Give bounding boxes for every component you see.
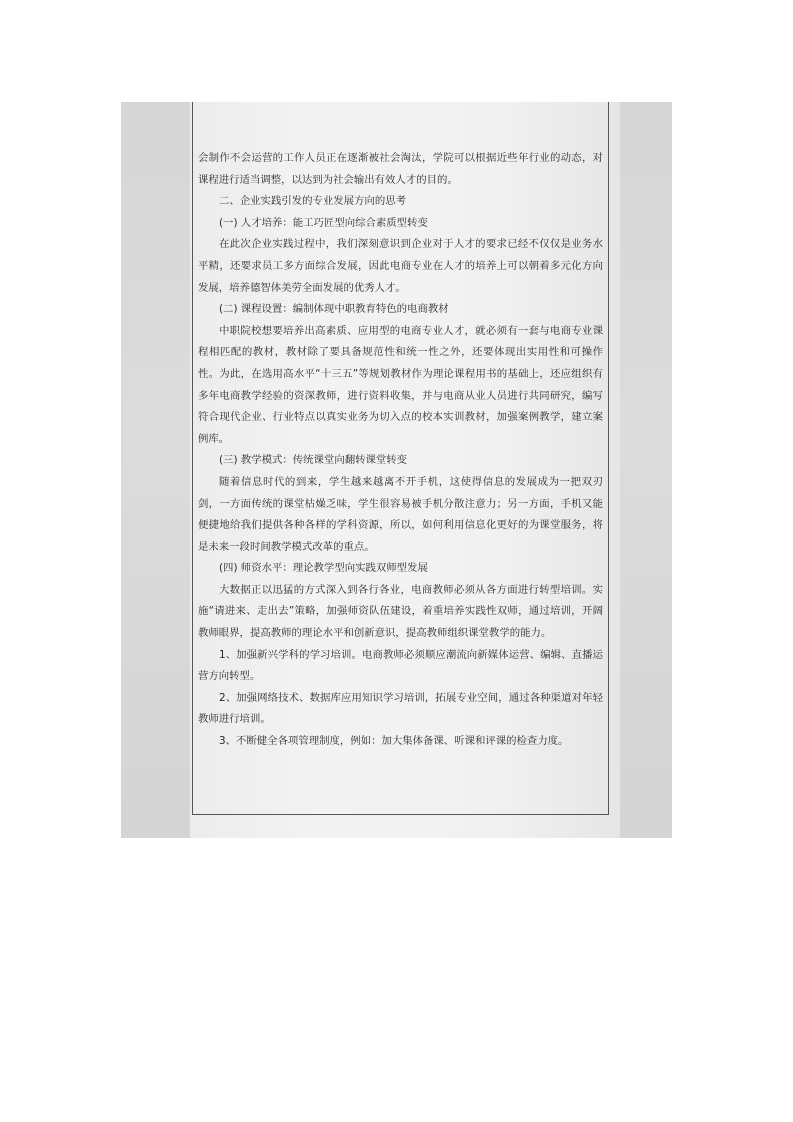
paragraph-teaching-mode: 随着信息时代的到来，学生越来越离不开手机，这使得信息的发展成为一把双刃剑，一方面传统的课堂枯燥乏味，学生很容易被手机分散注意力；另一方面，手机又能便捷地给我们提供各种各样的学科资源，所以，如何利用信息化更好的为课堂服务，将是未来一段时间教学模式改革的重点。 — [198, 475, 603, 553]
section-heading-2: 二、企业实践引发的专业发展方向的思考 — [219, 195, 407, 208]
paragraph-curriculum: 中职院校想要培养出高素质、应用型的电商专业人才，就必须有一套与电商专业课程相匹配的教材，教材除了要具备规范性和统一性之外，还要体现出实用性和可操作性。为此，在选用高水平“十三五”等规划教材作为理论课程用书的基础上，还应组织有多年电商教学经验的资深教师，进行资料收集，并与电商从业人员进行共同研究，编写符合现代企业、行业特点以真实业务为切入点的校本实训教材，加强案例教学，建立案例库。 — [198, 324, 603, 445]
subheading-teaching-mode: (三) 教学模式：传统课堂向翻转课堂转变 — [219, 454, 408, 467]
paragraph-talent-training: 在此次企业实践过程中，我们深刻意识到企业对于人才的要求已经不仅仅是业务水平精，还要求员工多方面综合发展，因此电商专业在人才的培养上可以朝着多元化方向发展，培养德智体美劳全面发展的优秀人才。 — [198, 238, 603, 294]
paragraph-continuation: 会制作不会运营的工作人员正在逐渐被社会淘汰，学院可以根据近些年行业的动态，对课程进行适当调整，以达到为社会输出有效人才的目的。 — [198, 152, 603, 186]
list-item-2: 2、加强网络技术、数据库应用知识学习培训，拓展专业空间，通过各种渠道对年轻教师进行培训。 — [198, 691, 603, 726]
subheading-faculty: (四) 师资水平：理论教学型向实践双师型发展 — [219, 562, 428, 575]
subheading-talent-training: (一) 人才培养：能工巧匠型向综合素质型转变 — [219, 216, 428, 229]
document-body — [198, 148, 603, 753]
paragraph-faculty: 大数据正以迅猛的方式深入到各行各业，电商教师必须从各方面进行转型培训。实施“请进来、走出去”策略，加强师资队伍建设，着重培养实践性双师，通过培训，开阔教师眼界，提高教师的理论水平和创新意识，提高教师组织课堂教学的能力。 — [198, 583, 603, 640]
subheading-curriculum: (二) 课程设置：编制体现中职教育特色的电商教材 — [219, 303, 449, 316]
list-item-1: 1、加强新兴学科的学习培训。电商教师必须顺应潮流向新媒体运营、编辑、直播运营方向转型。 — [198, 648, 603, 683]
list-item-3: 3、不断健全各项管理制度，例如：加大集体备课、听课和评课的检查力度。 — [219, 735, 569, 748]
